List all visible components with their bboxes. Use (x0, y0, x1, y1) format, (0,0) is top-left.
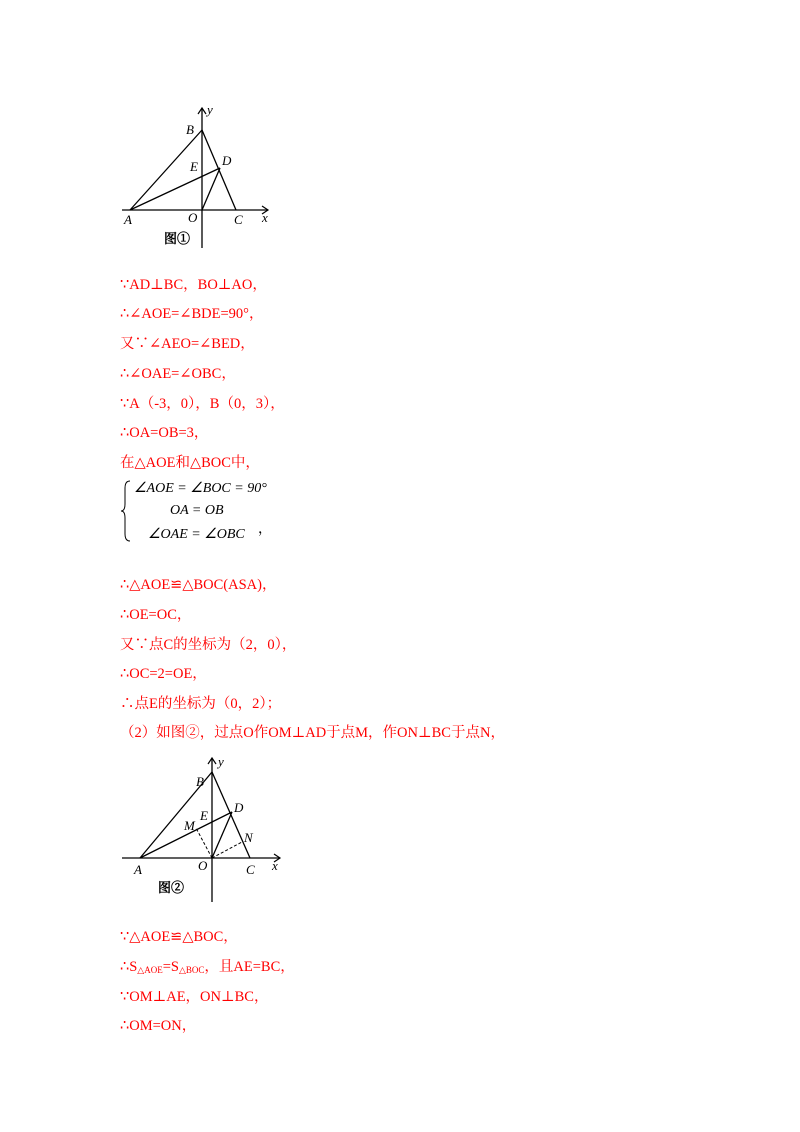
equation-system (120, 478, 280, 546)
area-prefix: ∴S (120, 959, 138, 975)
label-o: O (188, 210, 198, 225)
label-x: x (272, 858, 278, 873)
area-sub-boc: △BOC (178, 965, 205, 975)
proof-line-10: 又∵点C的坐标为（2，0）， (120, 637, 297, 653)
figure-2-caption: 图② (158, 880, 185, 895)
proof-line-5: ∵A（-3，0），B（0，3）， (120, 396, 285, 412)
segment-od (202, 168, 220, 210)
proof-line-14: ∵△AOE≌△BOC， (120, 929, 238, 945)
equation-3: ∠OAE = ∠OBC (148, 527, 245, 542)
proof-line-11: ∴OC=2=OE， (120, 666, 207, 682)
proof-line-4: ∴∠OAE=∠OBC， (120, 366, 236, 382)
figure-1-diagram (118, 100, 278, 255)
label-c: C (234, 212, 243, 227)
label-y: y (207, 102, 213, 117)
figure-2-diagram (118, 750, 290, 910)
label-x: x (262, 210, 268, 225)
label-d: D (222, 153, 232, 168)
segment-ad (130, 168, 220, 210)
equation-2: OA = OB (170, 503, 224, 518)
left-brace (120, 480, 132, 542)
label-e: E (190, 159, 198, 174)
proof-line-6: ∴OA=OB=3， (120, 425, 209, 441)
area-suffix: ，且AE=BC， (204, 959, 295, 975)
label-e: E (200, 808, 208, 823)
label-y: y (218, 754, 224, 769)
label-b: B (196, 774, 204, 789)
label-a: A (124, 212, 132, 227)
proof-line-3: 又∵∠AEO=∠BED， (120, 336, 255, 352)
proof-line-17: ∴OM=ON， (120, 1018, 197, 1034)
proof-line-13: （2）如图②，过点O作OM⊥AD于点M，作ON⊥BC于点N， (120, 725, 505, 741)
figure-1-caption: 图① (164, 231, 191, 246)
segment-om (196, 828, 212, 858)
label-d: D (234, 800, 244, 815)
label-c: C (246, 862, 255, 877)
equation-1: ∠AOE = ∠BOC = 90° (134, 481, 267, 496)
proof-line-16: ∵OM⊥AE，ON⊥BC， (120, 989, 269, 1005)
proof-line-9: ∴OE=OC， (120, 607, 192, 623)
segment-od (212, 812, 232, 858)
label-m: M (184, 818, 195, 833)
area-sub-aoe: △AOE (137, 965, 163, 975)
label-n: N (244, 830, 253, 845)
figure-1 (118, 100, 278, 255)
segment-on (212, 842, 242, 858)
label-a: A (134, 862, 142, 877)
proof-line-2: ∴∠AOE=∠BDE=90°， (120, 306, 264, 322)
label-o: O (198, 858, 208, 873)
figure-2 (118, 750, 290, 910)
proof-line-7: 在△AOE和△BOC中， (120, 455, 260, 471)
proof-line-8: ∴△AOE≌△BOC(ASA)， (120, 577, 277, 593)
equation-trailing-comma: ， (258, 522, 272, 537)
area-mid: =S (162, 959, 179, 975)
proof-line-12: ∴点E的坐标为（0，2）； (120, 696, 282, 712)
proof-line-15 (120, 958, 295, 979)
label-b: B (186, 122, 194, 137)
proof-line-1: ∵AD⊥BC，BO⊥AO， (120, 277, 267, 293)
